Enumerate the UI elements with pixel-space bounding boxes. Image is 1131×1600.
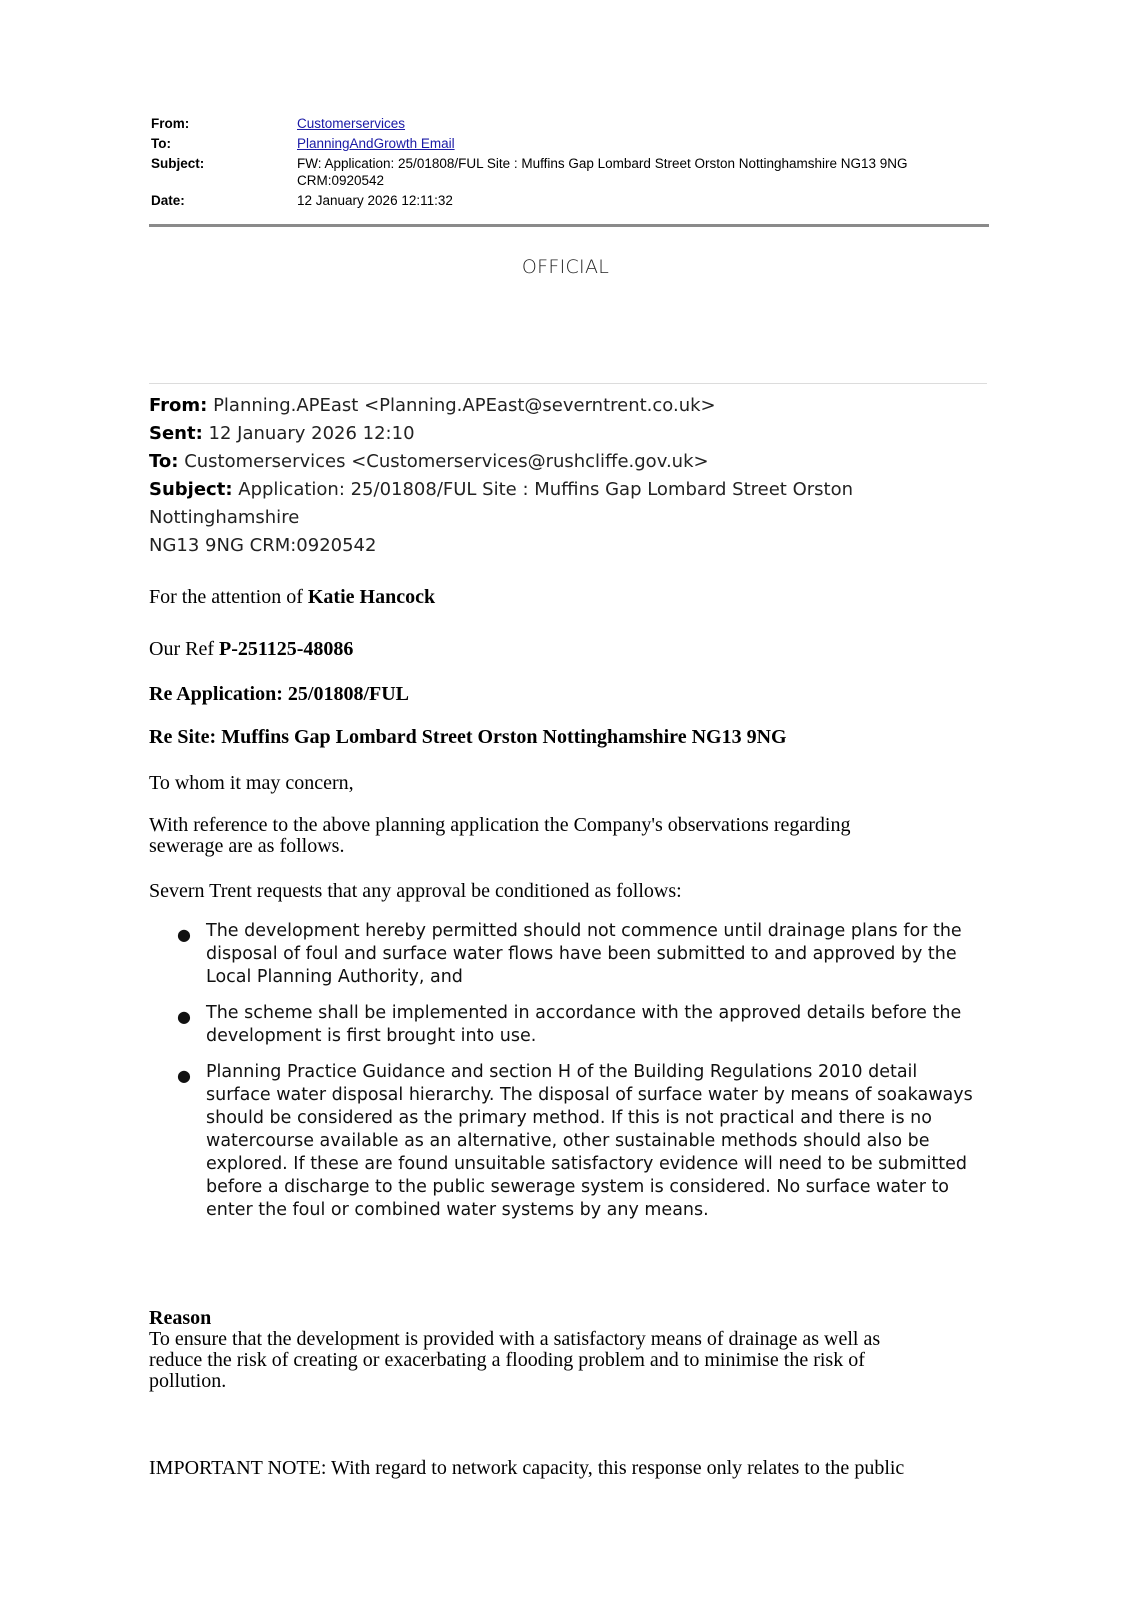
reference-line <box>149 638 979 661</box>
condition-text: Planning Practice Guidance and section H of the Building Regulations 2010 detail surface water disposal hierarchy. The disposal of surface water by means of soakaways should be considered as the primary method. If this is not practical and there is no watercourse available as an alternative, other sustainable methods should also be explored. If these are found unsuitable satisfactory evidence will need to be submitted before a discharge to the public sewerage system is considered. No surface water to enter the foul or combined water systems by any means. <box>206 1062 973 1220</box>
application-line: Re Application: 25/01808/FUL <box>149 683 410 705</box>
header-to-label: To: <box>151 136 171 151</box>
conditions-intro: Severn Trent requests that any approval be conditioned as follows: <box>149 880 682 902</box>
intro-line1: With reference to the above planning application the Company's observations regarding <box>149 814 851 836</box>
list-item <box>149 1002 979 1048</box>
intro-line2: sewerage are as follows. <box>149 835 345 857</box>
reason-paragraph <box>149 1329 979 1392</box>
reference-value: P-251125-48086 <box>218 638 354 660</box>
fwd-subject-label: Subject: <box>149 479 233 500</box>
fwd-to-label: To: <box>149 451 179 472</box>
header-divider <box>149 224 989 227</box>
forward-divider <box>149 383 987 384</box>
reason-heading: Reason <box>149 1307 212 1329</box>
bullet-icon: ● <box>177 925 191 944</box>
important-note: IMPORTANT NOTE: With regard to network capacity, this response only relates to the public <box>149 1457 905 1479</box>
header-subject-line1: FW: Application: 25/01808/FUL Site : Muffins Gap Lombard Street Orston Nottinghamshire NG13 9NG <box>297 156 908 171</box>
attention-name: Katie Hancock <box>307 586 436 608</box>
attention-prefix: For the attention of <box>149 586 303 608</box>
bullet-icon: ● <box>177 1007 191 1026</box>
attention-line <box>149 586 979 609</box>
reference-prefix: Our Ref <box>149 638 214 660</box>
fwd-from-row <box>149 392 989 420</box>
header-subject-label: Subject: <box>151 156 205 171</box>
fwd-subject-line1: Application: 25/01808/FUL Site : Muffins Gap Lombard Street Orston Nottinghamshire <box>149 479 854 528</box>
classification-label: OFFICIAL <box>521 256 610 278</box>
reason-line1: To ensure that the development is provided with a satisfactory means of drainage as well as <box>149 1328 881 1350</box>
fwd-to-row <box>149 448 989 476</box>
header-subject-row <box>151 155 991 189</box>
fwd-sent-row <box>149 420 989 448</box>
header-to-link[interactable]: PlanningAndGrowth Email <box>297 136 455 151</box>
list-item <box>149 1061 979 1222</box>
fwd-to-value: Customerservices <Customerservices@rushcliffe.gov.uk> <box>184 451 709 472</box>
fwd-subject-line2: NG13 9NG CRM:0920542 <box>149 535 377 556</box>
condition-text: The scheme shall be implemented in accordance with the approved details before the development is first brought into use. <box>206 1003 962 1046</box>
header-from-link[interactable]: Customerservices <box>297 116 406 131</box>
site-line: Re Site: Muffins Gap Lombard Street Orston Nottinghamshire NG13 9NG <box>149 726 787 748</box>
bullet-icon: ● <box>177 1066 191 1085</box>
reason-line2: reduce the risk of creating or exacerbating a flooding problem and to minimise the risk of <box>149 1349 865 1371</box>
conditions-list <box>149 920 979 1235</box>
salutation: To whom it may concern, <box>149 772 354 794</box>
header-date-value: 12 January 2026 12:11:32 <box>297 193 453 208</box>
header-from-label: From: <box>151 116 190 131</box>
intro-paragraph <box>149 815 979 857</box>
email-header <box>151 115 991 212</box>
reason-line3: pollution. <box>149 1370 227 1392</box>
fwd-sent-label: Sent: <box>149 423 203 444</box>
fwd-from-value: Planning.APEast <Planning.APEast@severntrent.co.uk> <box>213 395 716 416</box>
list-item <box>149 920 979 989</box>
header-to-row <box>151 135 991 152</box>
fwd-sent-value: 12 January 2026 12:10 <box>208 423 415 444</box>
header-subject-line2: CRM:0920542 <box>297 173 385 188</box>
header-from-row <box>151 115 991 132</box>
header-date-label: Date: <box>151 193 185 208</box>
fwd-subject-row <box>149 476 989 532</box>
fwd-from-label: From: <box>149 395 208 416</box>
header-subject-value <box>297 155 991 189</box>
forwarded-header <box>149 392 989 560</box>
condition-text: The development hereby permitted should not commence until drainage plans for the disposal of foul and surface water flows have been submitted to and approved by the Local Planning Authority, and <box>206 921 962 987</box>
header-date-row <box>151 192 991 209</box>
